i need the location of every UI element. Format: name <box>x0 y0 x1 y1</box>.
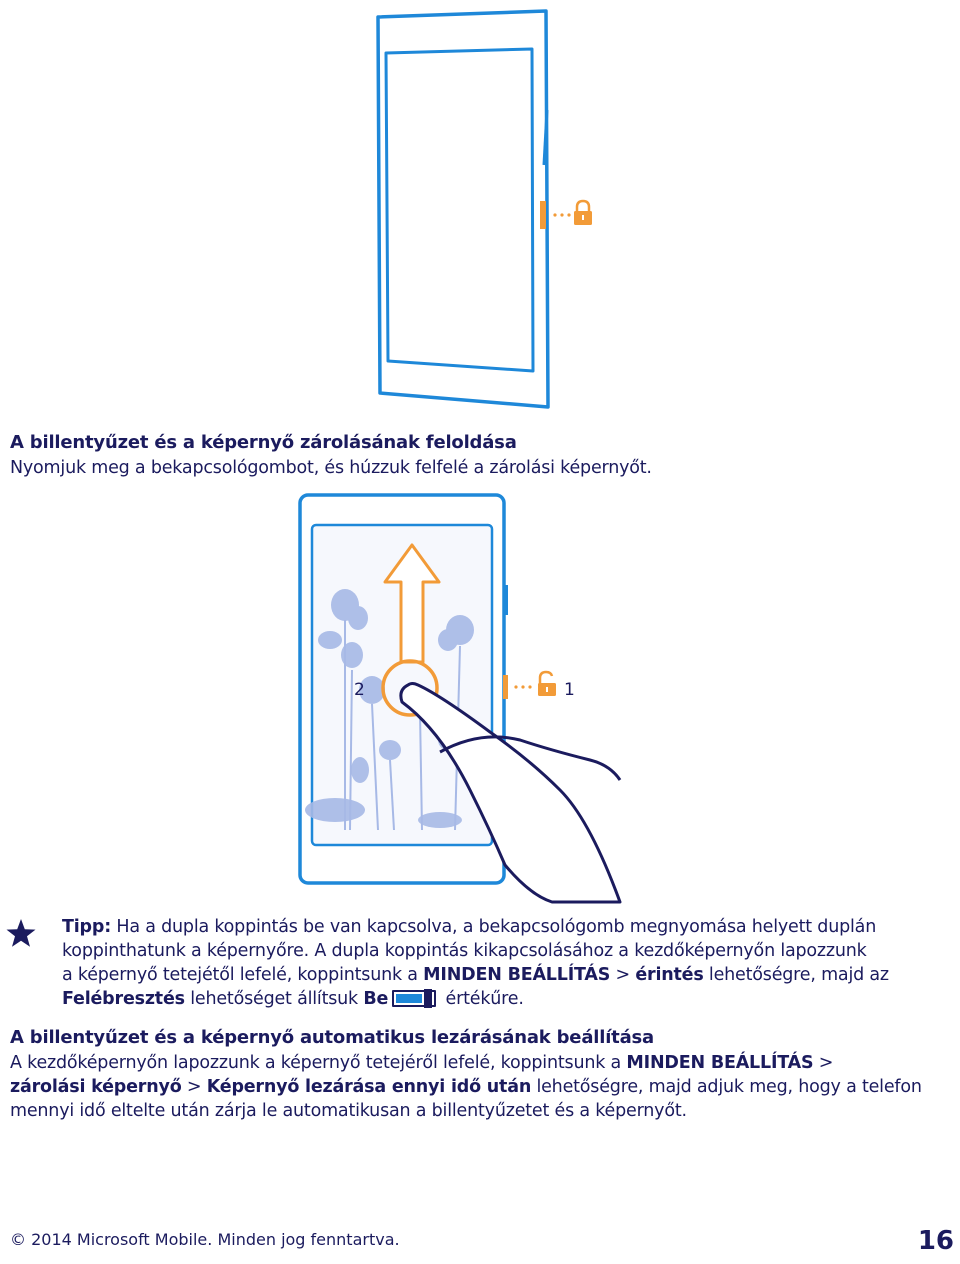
power-button-icon <box>540 201 546 229</box>
phone-outline-icon <box>378 11 548 407</box>
unlock-icon <box>538 672 556 696</box>
phone-unlock-figure <box>290 490 660 910</box>
text-run: lehetőségre, majd adjuk meg, hogy a telefon <box>531 1077 922 1097</box>
text-run: A kezdőképernyőn lapozzunk a képernyő tetejéről lefelé, koppintsunk a <box>10 1053 627 1073</box>
section-heading-autolock: A billentyűzet és a képernyő automatikus lezárásának beállítása <box>10 1027 654 1048</box>
dotted-line-icon <box>503 675 532 699</box>
toggle-on-icon <box>392 990 436 1007</box>
separator: > <box>181 1077 207 1097</box>
section-text-autolock <box>10 1051 833 1075</box>
section-text-autolock <box>10 1075 922 1099</box>
section-text-autolock: mennyi idő eltelte után zárja le automatikusan a billentyűzetet és a képernyőt. <box>10 1101 687 1121</box>
lock-icon <box>574 201 592 225</box>
tip-label: Tipp: <box>62 917 111 937</box>
phone-lock-figure <box>360 5 600 415</box>
section-heading-unlock: A billentyűzet és a képernyő zárolásának feloldása <box>10 432 517 453</box>
tip-text: értékűre. <box>440 989 524 1009</box>
tip-paragraph <box>62 915 957 1011</box>
setting-all: MINDEN BEÁLLÍTÁS <box>626 1053 814 1073</box>
tip-setting-all: MINDEN BEÁLLÍTÁS <box>423 965 611 985</box>
tip-text: a képernyő tetejétől lefelé, koppintsunk a <box>62 965 424 985</box>
separator: > <box>813 1053 834 1073</box>
dotted-line-icon <box>553 213 570 216</box>
tip-setting-wake: Felébresztés <box>62 989 185 1009</box>
tip-text: lehetőségre, majd az <box>703 965 889 985</box>
star-icon <box>6 918 36 948</box>
tip-text: koppinthatunk a képernyőre. A dupla koppintás kikapcsolásához a kezdőképernyőn lapozzunk <box>62 941 867 961</box>
footer-copyright: © 2014 Microsoft Mobile. Minden jog fenntartva. <box>10 1230 400 1249</box>
page-number: 16 <box>917 1226 954 1256</box>
setting-lock-timeout: Képernyő lezárása ennyi idő után <box>206 1077 532 1097</box>
setting-lock-screen: zárolási képernyő <box>10 1077 182 1097</box>
tip-text: lehetőséget állítsuk <box>184 989 364 1009</box>
section-text-unlock: Nyomjuk meg a bekapcsológombot, és húzzuk felfelé a zárolási képernyőt. <box>10 458 652 478</box>
tip-text: Ha a dupla koppintás be van kapcsolva, a bekapcsológomb megnyomása helyett duplán <box>116 917 877 937</box>
tip-setting-on: Be <box>363 989 389 1009</box>
tip-setting-touch: érintés <box>635 965 704 985</box>
step-label-swipe: 2 <box>354 680 365 700</box>
step-label-press: 1 <box>564 680 575 700</box>
tip-separator: > <box>610 965 636 985</box>
